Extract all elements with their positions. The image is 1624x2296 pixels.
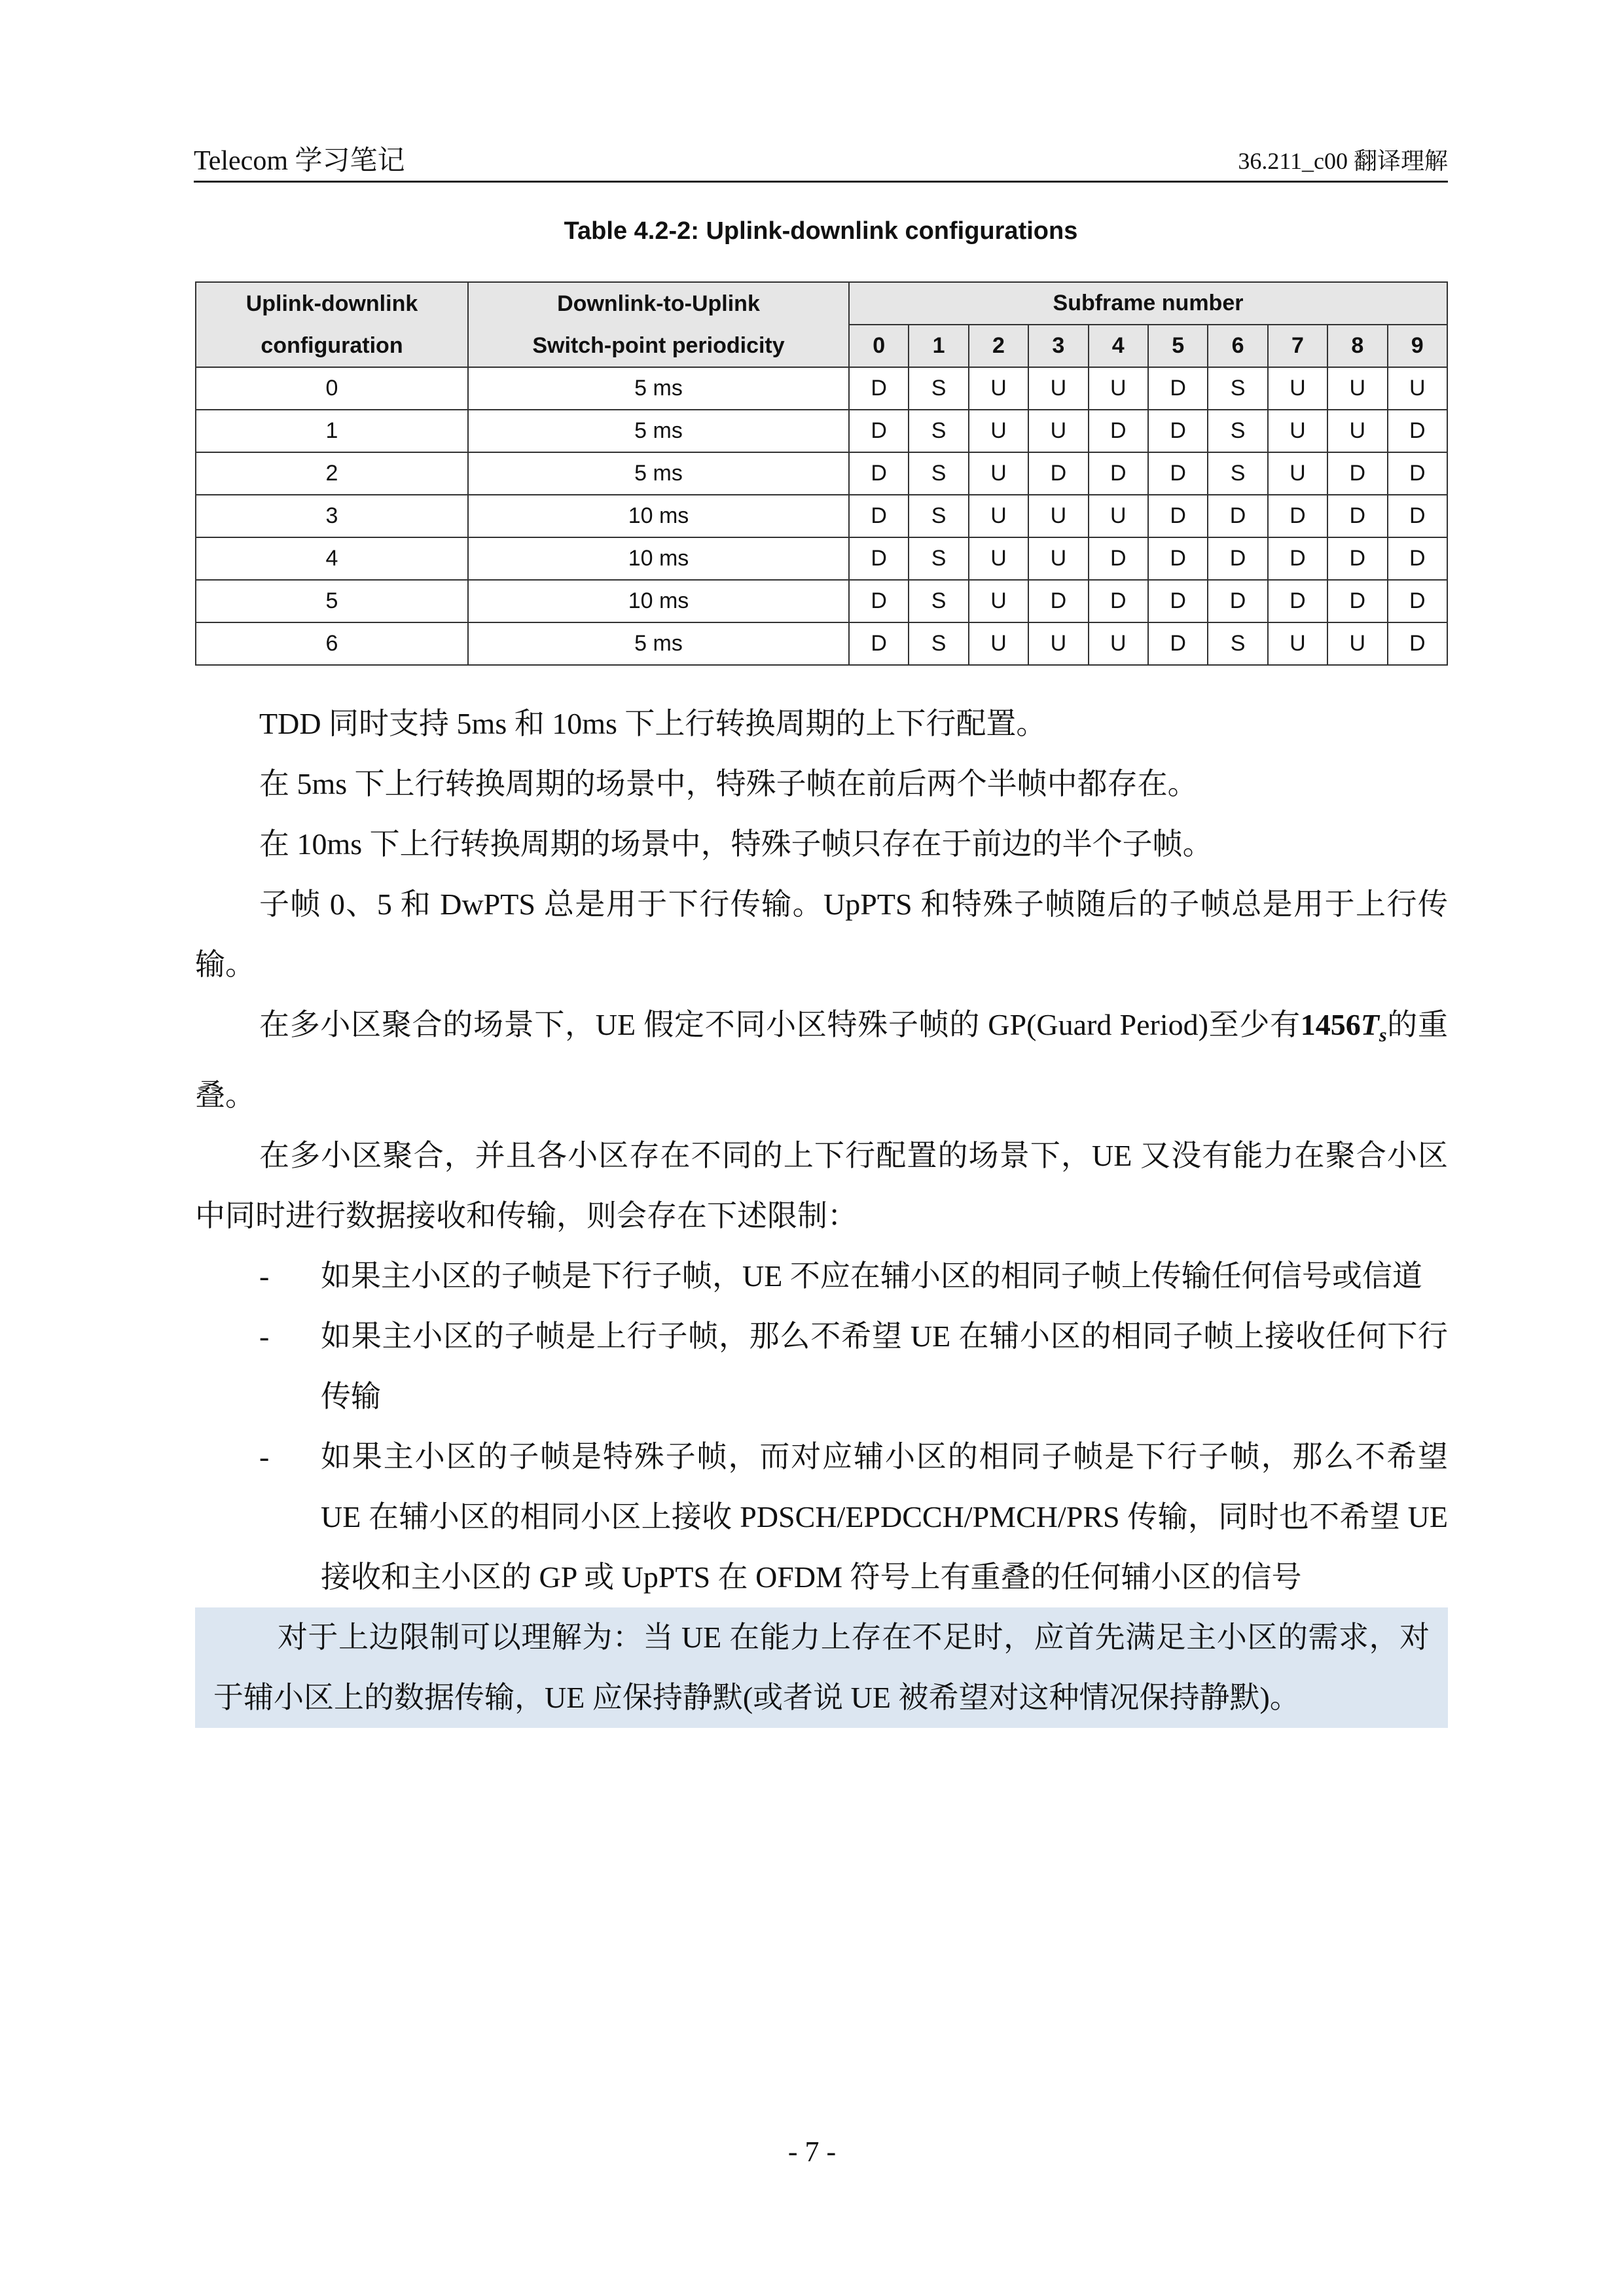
subframe-number-header: 8 [1327,325,1387,367]
subframe-cell: D [1388,452,1447,495]
subframe-number-header: 7 [1268,325,1327,367]
subframe-cell: D [1148,537,1208,580]
config-cell: 1 [196,410,468,452]
subframe-cell: U [969,410,1028,452]
table-body [196,367,1447,665]
paragraph-4: 子帧 0、5 和 DwPTS 总是用于下行传输。UpPTS 和特殊子帧随后的子帧总是用于上行传输。 [195,888,1448,981]
subframe-cell: S [1208,410,1267,452]
subframe-cell: S [909,580,968,622]
subframe-cell: U [1327,410,1387,452]
subframe-cell: U [1028,367,1088,410]
config-cell: 4 [196,537,468,580]
table-row [196,452,1447,495]
subframe-cell: U [969,495,1028,537]
page-header [194,139,1448,183]
subframe-cell: D [1327,537,1387,580]
subframe-cell: U [969,367,1028,410]
subframe-cell: D [849,495,909,537]
subframe-cell: D [1388,622,1447,665]
periodicity-cell: 5 ms [468,622,849,665]
subframe-cell: D [1089,537,1148,580]
paragraph-5-tail: 的重叠。 [195,1008,1449,1113]
table-row [196,410,1447,452]
table-row [196,495,1447,537]
subframe-cell: S [1208,367,1267,410]
paragraph-6: 在多小区聚合，并且各小区存在不同的上下行配置的场景下，UE 又没有能力在聚合小区中同时进行数据接收和传输，则会存在下述限制： [195,1139,1448,1233]
list-item [195,1427,1448,1607]
subframe-cell: S [1208,622,1267,665]
subframe-cell: D [1208,495,1267,537]
subframe-cell: D [1327,495,1387,537]
subframe-cell: S [909,452,968,495]
ts-subscript: s [1379,1024,1387,1047]
subframe-cell: S [909,495,968,537]
subframe-cell: D [1148,495,1208,537]
subframe-cell: U [1028,622,1088,665]
subframe-cell: D [1268,580,1327,622]
restriction-list [195,1246,1448,1607]
subframe-cell: D [849,537,909,580]
subframe-cell: D [1089,410,1148,452]
periodicity-cell: 10 ms [468,495,849,537]
subframe-cell: D [1388,580,1447,622]
subframe-cell: D [849,410,909,452]
subframe-cell: D [1148,580,1208,622]
column-header-subframe-number: Subframe number [849,282,1447,325]
subframe-cell: U [969,537,1028,580]
subframe-cell: D [849,367,909,410]
bullet-dash: - [259,1319,270,1354]
periodicity-cell: 10 ms [468,537,849,580]
subframe-cell: D [1208,580,1267,622]
config-cell: 6 [196,622,468,665]
list-item-text: 如果主小区的子帧是下行子帧，UE 不应在辅小区的相同子帧上传输任何信号或信道 [321,1259,1422,1293]
bullet-dash: - [259,1440,270,1474]
paragraph-5-text: 在多小区聚合的场景下，UE 假定不同小区特殊子帧的 GP(Guard Period)至少有 [259,1008,1301,1041]
subframe-cell: D [1268,495,1327,537]
paragraph-2: 在 5ms 下上行转换周期的场景中，特殊子帧在前后两个半帧中都存在。 [259,767,1198,800]
periodicity-cell: 5 ms [468,452,849,495]
subframe-number-header: 5 [1148,325,1208,367]
subframe-cell: U [1028,410,1088,452]
subframe-cell: U [1028,537,1088,580]
page-number: - 7 - [787,2136,837,2168]
list-item [195,1306,1448,1427]
subframe-cell: U [1268,410,1327,452]
highlighted-note: 对于上边限制可以理解为：当 UE 在能力上存在不足时，应首先满足主小区的需求，对于辅小区上的数据传输，UE 应保持静默(或者说 UE 被希望对这种情况保持静默)。 [195,1607,1448,1728]
table-row [196,580,1447,622]
subframe-cell: U [1327,367,1387,410]
subframe-cell: D [849,580,909,622]
config-cell: 2 [196,452,468,495]
table-row [196,367,1447,410]
table-caption: Table 4.2-2: Uplink-downlink configurations [564,217,1078,245]
subframe-cell: D [1028,580,1088,622]
list-item-text: 如果主小区的子帧是特殊子帧，而对应辅小区的相同子帧是下行子帧，那么不希望 UE 在辅小区的相同小区上接收 PDSCH/EPDCCH/PMCH/PRS 传输，同时也不希望 UE 接收和主小区的 GP 或 UpPTS 在 OFDM 符号上有重叠的任何辅小区的信号 [321,1440,1448,1594]
subframe-cell: U [1089,367,1148,410]
subframe-cell: U [1028,495,1088,537]
subframe-cell: D [1327,580,1387,622]
subframe-cell: U [1327,622,1387,665]
subframe-number-header: 2 [969,325,1028,367]
paragraph-1: TDD 同时支持 5ms 和 10ms 下上行转换周期的上下行配置。 [259,707,1047,740]
subframe-cell: U [1268,367,1327,410]
header-title: Telecom 学习笔记 [194,146,405,176]
subframe-cell: D [1388,410,1447,452]
subframe-cell: U [1388,367,1447,410]
subframe-cell: D [1089,452,1148,495]
subframe-cell: D [1148,622,1208,665]
ts-number: 1456 [1300,1008,1361,1041]
column-header-periodicity: Downlink-to-Uplink [468,282,849,325]
subframe-cell: S [909,622,968,665]
subframe-cell: D [1148,410,1208,452]
periodicity-cell: 5 ms [468,410,849,452]
subframe-cell: S [909,367,968,410]
uplink-downlink-config-table [195,281,1448,666]
subframe-number-header: 3 [1028,325,1088,367]
paragraph-5 [195,995,1448,1126]
list-item [195,1246,1448,1306]
paragraph-3: 在 10ms 下上行转换周期的场景中，特殊子帧只存在于前边的半个子帧。 [259,827,1213,861]
column-header-config: Uplink-downlink [196,282,468,325]
table-row [196,622,1447,665]
subframe-cell: D [1148,367,1208,410]
bullet-dash: - [259,1259,270,1293]
column-header-periodicity-line2: Switch-point periodicity [468,325,849,367]
subframe-cell: S [909,410,968,452]
column-header-config-line2: configuration [196,325,468,367]
subframe-cell: D [1028,452,1088,495]
subframe-cell: S [909,537,968,580]
subframe-cell: S [1208,452,1267,495]
config-cell: 3 [196,495,468,537]
subframe-cell: D [849,452,909,495]
subframe-cell: U [1089,495,1148,537]
subframe-cell: U [969,580,1028,622]
subframe-number-header: 1 [909,325,968,367]
subframe-cell: D [1268,537,1327,580]
periodicity-cell: 10 ms [468,580,849,622]
list-item-text: 如果主小区的子帧是上行子帧，那么不希望 UE 在辅小区的相同子帧上接收任何下行传输 [321,1319,1448,1414]
subframe-number-header: 0 [849,325,909,367]
subframe-cell: U [969,452,1028,495]
subframe-number-header: 4 [1089,325,1148,367]
subframe-cell: U [969,622,1028,665]
body-text [195,694,1448,1728]
table-row [196,537,1447,580]
subframe-cell: D [1089,580,1148,622]
ts-quantity [1300,1008,1387,1047]
ts-symbol: T [1360,1008,1379,1041]
subframe-cell: U [1268,452,1327,495]
subframe-number-header: 9 [1388,325,1447,367]
subframe-cell: D [1327,452,1387,495]
subframe-cell: D [1388,495,1447,537]
header-doc-id: 36.211_c00 翻译理解 [1238,148,1448,174]
config-cell: 5 [196,580,468,622]
subframe-cell: D [1208,537,1267,580]
subframe-number-header: 6 [1208,325,1267,367]
periodicity-cell: 5 ms [468,367,849,410]
subframe-cell: D [1388,537,1447,580]
config-cell: 0 [196,367,468,410]
subframe-cell: U [1268,622,1327,665]
subframe-cell: D [849,622,909,665]
subframe-cell: U [1089,622,1148,665]
subframe-cell: D [1148,452,1208,495]
